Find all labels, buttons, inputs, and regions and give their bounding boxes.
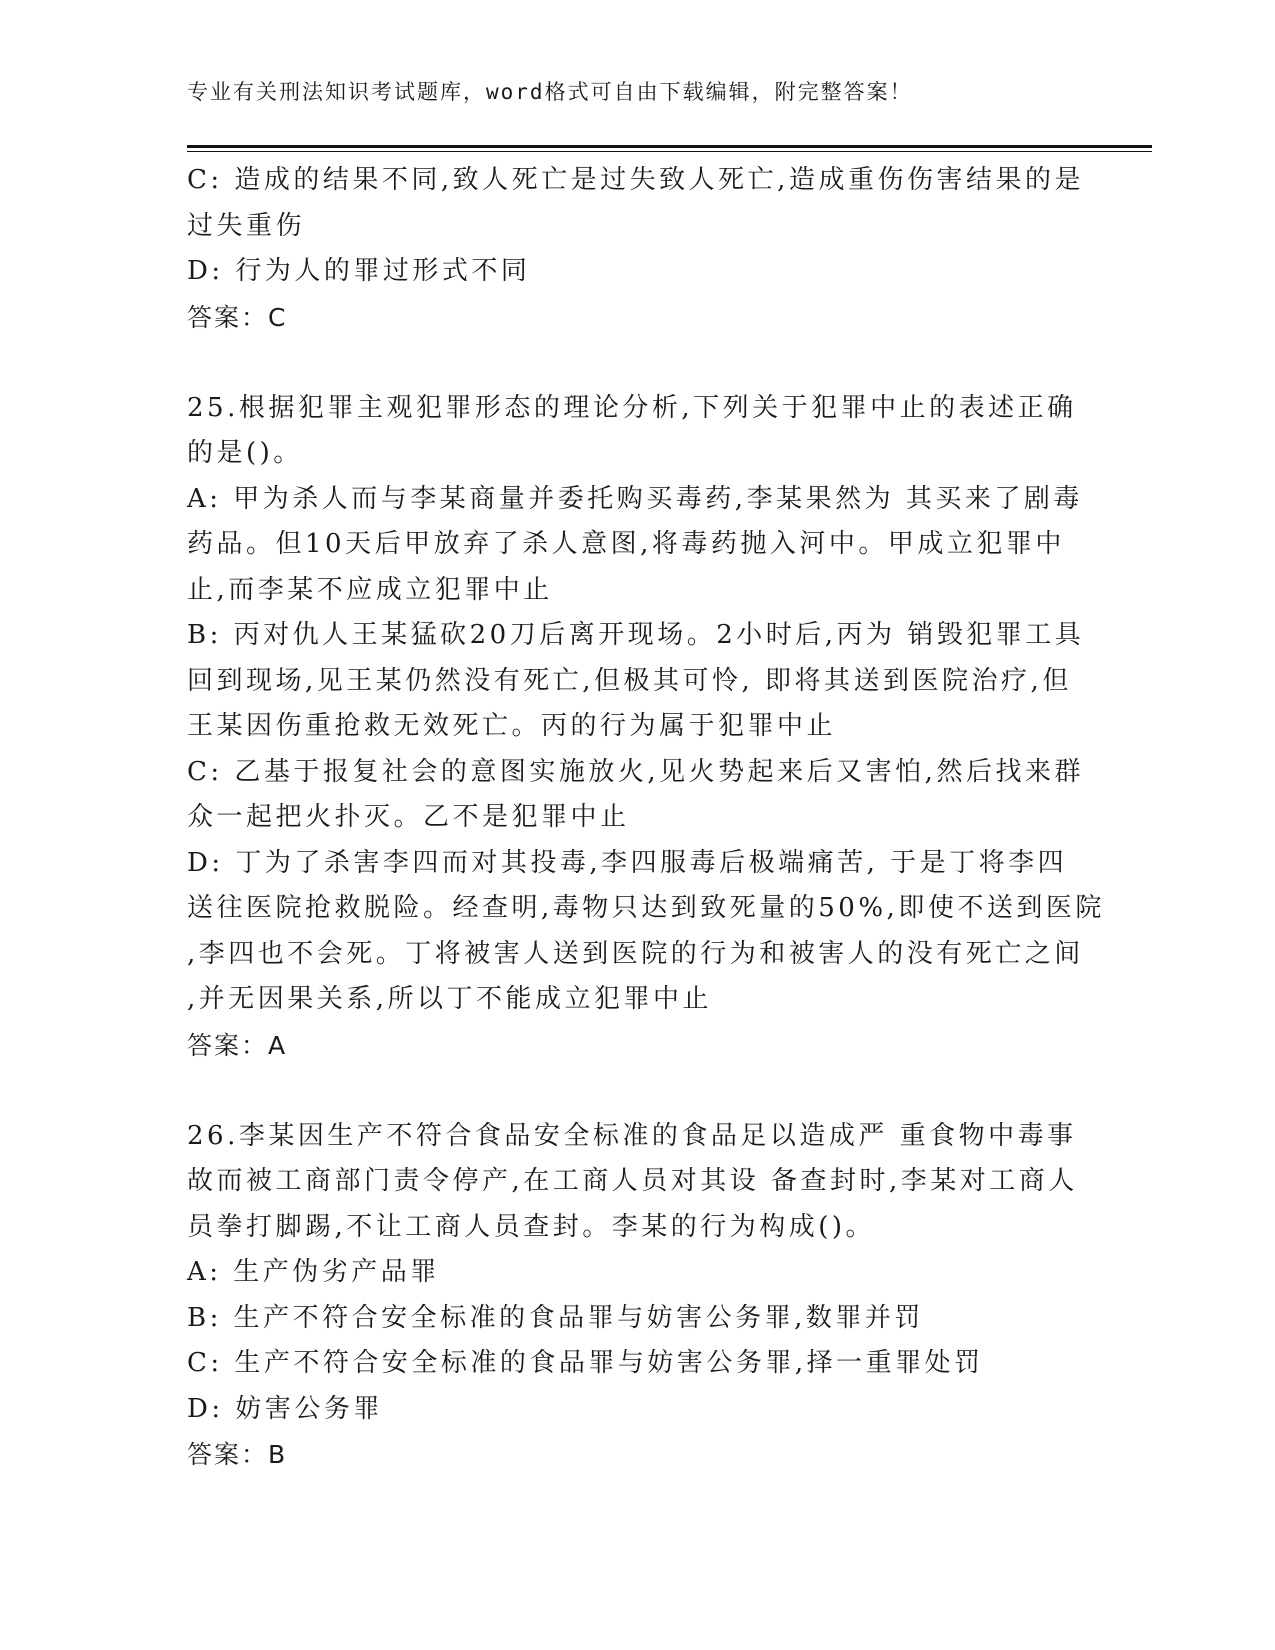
q25-option-a <box>187 477 1087 614</box>
text-line: 故而被工商部门责令停产,在工商人员对其设 备查封时,李某对工商人 <box>187 1166 1078 1196</box>
spacer <box>187 340 1087 386</box>
text-line: 回到现场,见王某仍然没有死亡,但极其可怜, 即将其送到医院治疗,但 <box>187 665 1072 696</box>
q25-question <box>187 386 1087 477</box>
text-line: A: 生产伪劣产品罪 <box>187 1257 440 1287</box>
text-line: 26.李某因生产不符合食品安全标准的食品足以造成严 重食物中毒事 <box>187 1120 1077 1151</box>
text-line: D: 行为人的罪过形式不同 <box>187 256 531 286</box>
q26-question <box>187 1114 1087 1251</box>
spacer <box>187 1068 1087 1114</box>
q25-option-d <box>187 841 1105 1023</box>
text-line: 王某因伤重抢救无效死亡。丙的行为属于犯罪中止 <box>187 711 837 741</box>
header-rule-thin <box>187 151 1152 152</box>
text-line: C: 乙基于报复社会的意图实施放火,见火势起来后又害怕,然后找来群 <box>187 756 1084 787</box>
text-line: 过失重伤 <box>187 210 306 241</box>
text-line: 药品。但10天后甲放弃了杀人意图,将毒药抛入河中。甲成立犯罪中 <box>187 529 1065 559</box>
q26-answer: 答案：B <box>187 1440 288 1469</box>
text-line: 众一起把火扑灭。乙不是犯罪中止 <box>187 802 630 832</box>
page-header: 专业有关刑法知识考试题库，word格式可自由下载编辑，附完整答案！ <box>187 80 913 104</box>
text-line: 送往医院抢救脱险。经查明,毒物只达到致死量的50%,即使不送到医院 <box>187 893 1105 923</box>
q24-answer: 答案：C <box>187 302 288 332</box>
text-line: 25.根据犯罪主观犯罪形态的理论分析,下列关于犯罪中止的表述正确 <box>187 392 1077 423</box>
document-body <box>187 158 1105 1478</box>
q25-option-b <box>187 613 1087 750</box>
q26-option-c <box>187 1341 1087 1387</box>
text-line: 止,而李某不应成立犯罪中止 <box>187 574 553 605</box>
q25-answer: 答案：A <box>187 1030 288 1060</box>
text-line: C: 生产不符合安全标准的食品罪与妨害公务罪,择一重罪处罚 <box>187 1348 984 1378</box>
text-line: B: 生产不符合安全标准的食品罪与妨害公务罪,数罪并罚 <box>187 1302 924 1333</box>
text-line: C: 造成的结果不同,致人死亡是过失致人死亡,造成重伤伤害结果的是 <box>187 165 1084 195</box>
text-line: 员拳打脚踢,不让工商人员查封。李某的行为构成()。 <box>187 1211 876 1242</box>
text-line: ,李四也不会死。丁将被害人送到医院的行为和被害人的没有死亡之间 <box>187 938 1084 969</box>
q26-option-a <box>187 1250 1087 1296</box>
text-line: ,并无因果关系,所以丁不能成立犯罪中止 <box>187 984 713 1014</box>
q26-option-b <box>187 1296 1087 1342</box>
q25-option-c <box>187 750 1087 841</box>
text-line: D: 丁为了杀害李四而对其投毒,李四服毒后极端痛苦, 于是丁将李四 <box>187 847 1068 878</box>
text-line: B: 丙对仇人王某猛砍20刀后离开现场。2小时后,丙为 销毁犯罪工具 <box>187 620 1085 650</box>
text-line: A: 甲为杀人而与李某商量并委托购买毒药,李某果然为 其买来了剧毒 <box>187 483 1083 514</box>
q24-option-d <box>187 249 1087 295</box>
q24-option-c <box>187 158 1087 249</box>
header-rule-thick <box>187 145 1152 148</box>
text-line: 的是()。 <box>187 438 303 468</box>
q26-option-d <box>187 1387 1087 1433</box>
text-line: D: 妨害公务罪 <box>187 1393 383 1424</box>
